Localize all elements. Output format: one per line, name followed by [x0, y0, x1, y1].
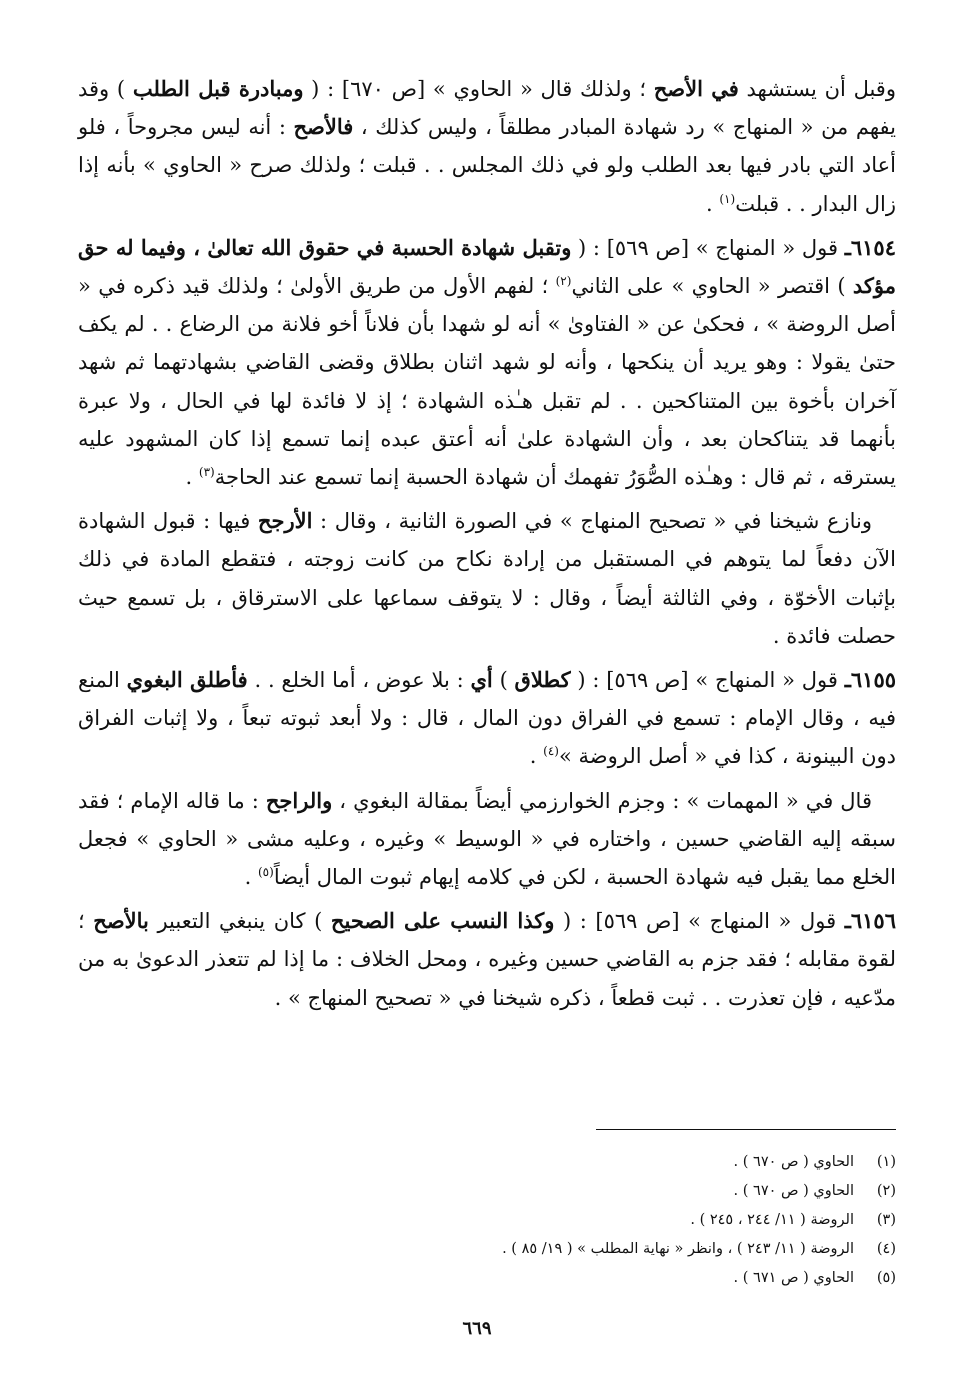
- text-run: قال في « المهمات » : وجزم الخوارزمي أيضاً بمقالة البغوي ،: [332, 788, 872, 813]
- text-run: وقبل أن يستشهد: [738, 77, 896, 101]
- bold-text: والراجح: [265, 787, 333, 813]
- footnote: [200, 1206, 896, 1235]
- text-run: قول « المنهاج » [ص ٥٦٩] : (: [554, 909, 845, 934]
- text-run: قول « المنهاج » [ص ٥٦٩] : (: [571, 235, 845, 260]
- bold-text: كطلاق: [514, 667, 571, 693]
- footnote-number: (٥): [876, 1270, 896, 1286]
- footnote-ref: (٢): [555, 274, 572, 289]
- main-text: [78, 70, 896, 1023]
- footnote-text: الحاوي ( ص ٦٧١ ) .: [733, 1270, 854, 1286]
- text-run: .: [706, 191, 720, 216]
- paragraph: [78, 229, 896, 496]
- text-run: فيها : قبول الشهادة الآن دفعاً لما يتوهم في المستقبل من إرادة نكاح من كانت زوجته ، فتقطع المادة في ذلك بإثبات الأخوّة ، وفي الثالثة أيضاً ، وقال : لا يتوقف سماعها على الاسترقاق ، بل تسمع حيث حصلت فائدة .: [78, 509, 896, 648]
- text-run: ؛ ولذلك قال « الحاوي » [ص ٦٧٠] : (: [303, 77, 654, 101]
- text-run: : بلا عوض ، أما الخلع . .: [247, 668, 471, 693]
- text-run: ) اقتصر « الحاوي » على الثاني: [571, 274, 853, 299]
- text-run: ): [492, 668, 515, 693]
- bold-text: في الأصح: [653, 76, 739, 101]
- bold-text: فالأصح: [293, 114, 354, 140]
- paragraph: [78, 70, 896, 223]
- text-run: ونازع شيخنا في « تصحيح المنهاج » في الصورة الثانية ، وقال :: [312, 509, 872, 534]
- issue-number: ٦١٥٤ـ: [844, 234, 896, 260]
- text-run: ) كان ينبغي التعبير: [148, 909, 331, 934]
- bold-text: وتقبل شهادة الحسبة في حقوق الله تعالىٰ ، وفيما له حق مؤكد: [78, 234, 896, 299]
- issue-number: ٦١٥٥ـ: [844, 667, 897, 693]
- footnote-number: (٢): [876, 1183, 896, 1199]
- paragraph: [78, 782, 896, 897]
- footnote: [200, 1177, 896, 1206]
- footnote-text: الحاوي ( ص ٦٧٠ ) .: [733, 1154, 854, 1170]
- footnote: [200, 1264, 896, 1293]
- paragraph: [78, 902, 896, 1017]
- footnote-number: (٣): [876, 1212, 896, 1228]
- text-run: ؛ لفهم الأول من طريق الأولىٰ ؛ ولذلك قيد ذكره في « أصل الروضة » ، فحكىٰ عن « الفتاوىٰ » أنه لو شهدا بأن فلاناً أخو فلانة من الرضاع . . لم يكف حتىٰ يقولا : وهو يريد أن ينكحها ، وأنه لو شهد اثنان بطلاق وقضى القاضي بشهادتهما ثم شهد آخران بأخوة بين المتناكحين . . لم تقبل هـٰذه الشهادة ؛ إذ لا فائدة لها في الحال ، ولا عبرة بأنهما قد يتناكحان بعد ، وأن الشهادة علىٰ أنه أعتق عبده إنما تسمع إذا كان المشهود عليه يسترقه ، ثم قال : وهـٰذه الصُّوَرُ تفهمك أن شهادة الحسبة إنما تسمع عند الحاجة: [78, 274, 896, 490]
- bold-text: ومبادرة قبل الطلب: [132, 76, 304, 101]
- footnote: [200, 1235, 896, 1264]
- text-run: قول « المنهاج » [ص ٥٦٩] : (: [570, 668, 845, 693]
- footnote-ref: (٤): [543, 744, 559, 759]
- text-run: ) وقد يفهم من « المنهاج » رد شهادة المبادر مطلقاً ، وليس كذلك ،: [78, 77, 896, 140]
- paragraph: [78, 502, 896, 655]
- footnote-number: (١): [876, 1154, 896, 1170]
- footnote-ref: (٥): [257, 865, 274, 880]
- paragraph: [78, 661, 896, 776]
- bold-text: فأطلق البغوي: [126, 667, 248, 693]
- text-run: : أنه ليس مجروحاً ، فلو أعاد التي بادر فيها بعد الطلب ولو في ذلك المجلس . . قبلت ؛ ولذلك صرح « الحاوي » بأنه إذا زال البدار . . قبلت: [78, 115, 896, 216]
- footnote-number: (٤): [876, 1241, 896, 1257]
- text-run: ؛ لقوة مقابله ؛ فقد جزم به القاضي حسين وغيره ، ومحل الخلاف : ما إذا لم تتعذر الدعوىٰ به من مدّعيه ، فإن تعذرت . . ثبت قطعاً ، ذكره شيخنا في « تصحيح المنهاج » .: [78, 909, 896, 1010]
- footnote-ref: (٣): [198, 465, 215, 480]
- text-run: .: [185, 465, 199, 490]
- footnote: [200, 1148, 896, 1177]
- bold-text: بالأصح: [93, 908, 149, 934]
- bold-text: وكذا النسب على الصحيح: [330, 908, 555, 934]
- footnote-ref: (١): [719, 191, 736, 206]
- footnote-text: الحاوي ( ص ٦٧٠ ) .: [733, 1183, 854, 1199]
- issue-number: ٦١٥٦ـ: [844, 908, 896, 934]
- footnote-divider: [596, 1129, 896, 1130]
- footnote-text: الروضة ( ١١/ ٢٤٣ ) ، وانظر « نهاية المطلب » ( ١٩/ ٨٥ ) .: [502, 1241, 854, 1257]
- text-run: المنع فيه ، وقال الإمام : تسمع في الفراق دون المال ، قال : ولا أبعد ثبوته تبعاً ، ولا إثبات الفراق دون البينونة ، كذا في « أصل الروضة »: [78, 668, 896, 769]
- bold-text: الأرجح: [257, 508, 313, 534]
- footnote-text: الروضة ( ١١/ ٢٤٤ ، ٢٤٥ ) .: [690, 1212, 854, 1228]
- text-run: : ما قاله الإمام ؛ فقد سبقه إليه القاضي حسين ، واختاره في « الوسيط » وغيره ، وعليه مشى « الحاوي » فجعل الخلع مما يقبل فيه شهادة الحسبة ، لكن في كلامه إيهام ثبوت المال أيضاً: [78, 788, 896, 890]
- bold-text: أي: [470, 667, 493, 693]
- page-number: ٦٦٩: [462, 1318, 492, 1339]
- footnotes: [200, 1148, 896, 1293]
- text-run: .: [244, 865, 258, 890]
- text-run: .: [529, 744, 544, 769]
